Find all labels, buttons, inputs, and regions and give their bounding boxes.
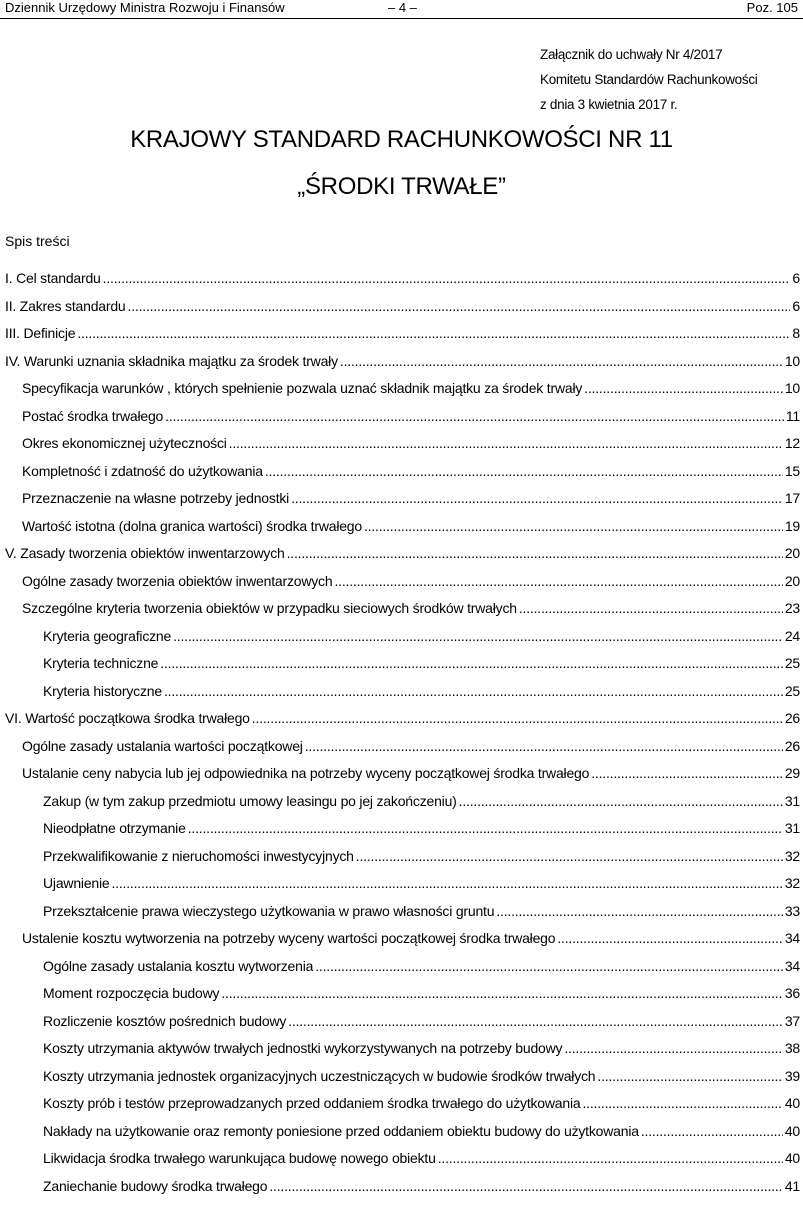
toc-entry-label: Likwidacja środka trwałego warunkująca budowę nowego obiektu bbox=[43, 1150, 436, 1166]
toc-entry[interactable] bbox=[5, 1038, 800, 1066]
toc-leader-dots bbox=[305, 736, 783, 756]
document-subtitle: „ŚRODKI TRWAŁE” bbox=[297, 173, 506, 200]
toc-entry-page: 20 bbox=[784, 545, 800, 561]
toc-leader-dots bbox=[173, 626, 783, 646]
toc-entry[interactable] bbox=[5, 681, 800, 709]
toc-entry[interactable] bbox=[5, 1011, 800, 1039]
document-title: KRAJOWY STANDARD RACHUNKOWOŚCI NR 11 bbox=[130, 126, 673, 153]
table-of-contents bbox=[5, 268, 800, 1203]
toc-entry[interactable] bbox=[5, 1148, 800, 1176]
page-header bbox=[0, 0, 803, 19]
toc-entry[interactable] bbox=[5, 351, 800, 379]
toc-entry-page: 41 bbox=[784, 1177, 800, 1194]
toc-entry-page: 20 bbox=[784, 572, 800, 589]
toc-entry-label: Przeznaczenie na własne potrzeby jednostki bbox=[22, 490, 290, 506]
toc-entry-label: Postać środka trwałego bbox=[22, 407, 164, 424]
toc-leader-dots bbox=[77, 323, 790, 343]
toc-leader-dots bbox=[111, 873, 782, 893]
toc-entry[interactable] bbox=[5, 956, 800, 984]
toc-entry-label: Kompletność i zdatność do użytkowania bbox=[22, 462, 263, 479]
toc-heading: Spis treści bbox=[5, 233, 70, 249]
toc-entry-label: I. Cel standardu bbox=[5, 270, 101, 286]
toc-entry-label: IV. Warunki uznania składnika majątku za środek trwały bbox=[5, 352, 338, 369]
toc-entry-label: Kryteria techniczne bbox=[43, 655, 159, 671]
toc-leader-dots bbox=[221, 983, 783, 1003]
toc-entry-label: V. Zasady tworzenia obiektów inwentarzowych bbox=[5, 545, 285, 561]
toc-entry-label: Ustalenie kosztu wytworzenia na potrzeby wyceny wartości początkowej środka trwałego bbox=[22, 930, 556, 946]
toc-entry-label: Koszty utrzymania jednostek organizacyjnych uczestniczących w budowie środków trwałych bbox=[43, 1067, 596, 1084]
toc-entry-page: 39 bbox=[784, 1067, 800, 1084]
toc-entry[interactable] bbox=[5, 571, 800, 599]
toc-entry[interactable] bbox=[5, 1093, 800, 1121]
toc-leader-dots bbox=[582, 1093, 782, 1113]
toc-entry-label: Kryteria historyczne bbox=[43, 682, 162, 699]
toc-entry-page: 36 bbox=[784, 985, 800, 1001]
toc-leader-dots bbox=[334, 571, 782, 591]
toc-leader-dots bbox=[519, 598, 783, 618]
toc-entry[interactable] bbox=[5, 543, 800, 571]
annex-note bbox=[540, 42, 757, 117]
toc-entry[interactable] bbox=[5, 378, 800, 406]
toc-entry[interactable] bbox=[5, 1121, 800, 1149]
toc-leader-dots bbox=[287, 543, 783, 563]
toc-leader-dots bbox=[188, 818, 783, 838]
toc-leader-dots bbox=[438, 1148, 783, 1168]
toc-entry-label: Zaniechanie budowy środka trwałego bbox=[43, 1177, 268, 1194]
toc-entry[interactable] bbox=[5, 1066, 800, 1094]
toc-leader-dots bbox=[584, 378, 783, 398]
toc-entry-label: Nieodpłatne otrzymanie bbox=[43, 820, 186, 836]
toc-entry-label: Moment rozpoczęcia budowy bbox=[43, 985, 220, 1001]
toc-entry[interactable] bbox=[5, 626, 800, 654]
toc-entry-label: Ogólne zasady ustalania wartości początkowej bbox=[22, 737, 303, 754]
toc-leader-dots bbox=[557, 928, 782, 948]
toc-entry-label: Ogólne zasady tworzenia obiektów inwentarzowych bbox=[22, 572, 333, 589]
toc-entry-page: 40 bbox=[784, 1150, 800, 1166]
toc-entry-page: 8 bbox=[792, 325, 800, 341]
toc-entry-page: 31 bbox=[784, 820, 800, 836]
toc-leader-dots bbox=[315, 956, 783, 976]
toc-entry[interactable] bbox=[5, 763, 800, 791]
toc-entry-page: 26 bbox=[784, 737, 800, 754]
annex-line-1: Załącznik do uchwały Nr 4/2017 bbox=[540, 47, 723, 62]
annex-line-2: Komitetu Standardów Rachunkowości bbox=[540, 72, 758, 87]
toc-entry-page: 25 bbox=[784, 682, 800, 699]
toc-entry[interactable] bbox=[5, 653, 800, 681]
toc-leader-dots bbox=[597, 1066, 782, 1086]
toc-entry-page: 12 bbox=[784, 435, 800, 451]
page-number: – 4 – bbox=[388, 0, 417, 15]
toc-entry-page: 11 bbox=[785, 407, 800, 424]
toc-entry-label: Specyfikacja warunków , których spełnienie pozwala uznać składnik majątku za środek trwały bbox=[22, 380, 583, 396]
toc-leader-dots bbox=[496, 901, 782, 921]
toc-entry-label: Koszty prób i testów przeprowadzanych przed oddaniem środka trwałego do użytkowania bbox=[43, 1095, 581, 1111]
toc-entry-label: II. Zakres standardu bbox=[5, 297, 126, 314]
toc-entry[interactable] bbox=[5, 296, 800, 324]
toc-entry[interactable] bbox=[5, 268, 800, 296]
toc-entry-label: Przekształcenie prawa wieczystego użytkowania w prawo własności gruntu bbox=[43, 902, 495, 919]
toc-entry-label: Szczególne kryteria tworzenia obiektów w przypadku sieciowych środków trwałych bbox=[22, 600, 517, 616]
toc-entry-page: 24 bbox=[784, 627, 800, 644]
toc-entry-label: Nakłady na użytkowanie oraz remonty poniesione przed oddaniem obiektu budowy do użytkowania bbox=[43, 1122, 639, 1139]
toc-entry-page: 15 bbox=[784, 462, 800, 479]
toc-entry[interactable] bbox=[5, 488, 800, 516]
toc-entry[interactable] bbox=[5, 846, 800, 874]
toc-entry-label: III. Definicje bbox=[5, 325, 76, 341]
toc-leader-dots bbox=[265, 461, 783, 481]
toc-entry-page: 34 bbox=[784, 930, 800, 946]
toc-leader-dots bbox=[641, 1121, 783, 1141]
toc-entry-label: Kryteria geograficzne bbox=[43, 627, 172, 644]
toc-entry[interactable] bbox=[5, 818, 800, 846]
toc-leader-dots bbox=[340, 351, 783, 371]
toc-entry-label: Ujawnienie bbox=[43, 875, 110, 891]
toc-entry[interactable] bbox=[5, 516, 800, 544]
toc-entry[interactable] bbox=[5, 791, 800, 819]
toc-entry-page: 6 bbox=[792, 270, 800, 286]
toc-leader-dots bbox=[591, 763, 783, 783]
toc-leader-dots bbox=[269, 1176, 782, 1196]
position-number: Poz. 105 bbox=[746, 0, 798, 15]
toc-leader-dots bbox=[364, 516, 783, 536]
toc-entry[interactable] bbox=[5, 736, 800, 764]
toc-entry-page: 17 bbox=[784, 490, 800, 506]
toc-entry-page: 40 bbox=[784, 1122, 800, 1139]
toc-entry-label: Ogólne zasady ustalania kosztu wytworzenia bbox=[43, 957, 314, 974]
toc-entry-page: 26 bbox=[784, 710, 800, 726]
toc-leader-dots bbox=[128, 296, 791, 316]
toc-entry-page: 10 bbox=[784, 352, 800, 369]
toc-entry[interactable] bbox=[5, 873, 800, 901]
toc-leader-dots bbox=[459, 791, 783, 811]
toc-leader-dots bbox=[164, 681, 783, 701]
toc-leader-dots bbox=[160, 653, 783, 673]
toc-entry[interactable] bbox=[5, 323, 800, 351]
toc-leader-dots bbox=[288, 1011, 783, 1031]
toc-entry[interactable] bbox=[5, 901, 800, 929]
annex-line-3: z dnia 3 kwietnia 2017 r. bbox=[540, 97, 678, 112]
toc-entry-label: Ustalanie ceny nabycia lub jej odpowiednika na potrzeby wyceny początkowej środka trwałego bbox=[22, 765, 590, 781]
toc-entry-page: 40 bbox=[784, 1095, 800, 1111]
toc-leader-dots bbox=[564, 1038, 782, 1058]
toc-leader-dots bbox=[229, 433, 783, 453]
toc-entry-page: 19 bbox=[784, 517, 800, 534]
toc-entry-page: 38 bbox=[784, 1040, 800, 1056]
toc-entry-label: Przekwalifikowanie z nieruchomości inwestycyjnych bbox=[43, 847, 354, 864]
toc-entry[interactable] bbox=[5, 928, 800, 956]
toc-leader-dots bbox=[252, 708, 783, 728]
journal-name: Dziennik Urzędowy Ministra Rozwoju i Finansów bbox=[5, 0, 285, 15]
toc-entry-page: 25 bbox=[784, 655, 800, 671]
toc-entry-page: 31 bbox=[784, 792, 800, 809]
toc-entry-label: Zakup (w tym zakup przedmiotu umowy leasingu po jej zakończeniu) bbox=[43, 792, 457, 809]
toc-entry-page: 33 bbox=[784, 902, 800, 919]
toc-entry-label: Rozliczenie kosztów pośrednich budowy bbox=[43, 1012, 287, 1029]
toc-entry-page: 37 bbox=[784, 1012, 800, 1029]
toc-entry-page: 32 bbox=[784, 847, 800, 864]
toc-entry[interactable] bbox=[5, 598, 800, 626]
toc-entry-label: VI. Wartość początkowa środka trwałego bbox=[5, 710, 250, 726]
toc-entry[interactable] bbox=[5, 708, 800, 736]
toc-entry[interactable] bbox=[5, 433, 800, 461]
toc-entry-page: 6 bbox=[792, 297, 800, 314]
toc-leader-dots bbox=[356, 846, 783, 866]
toc-entry-label: Wartość istotna (dolna granica wartości) środka trwałego bbox=[22, 517, 362, 534]
toc-entry[interactable] bbox=[5, 461, 800, 489]
toc-entry[interactable] bbox=[5, 1176, 800, 1204]
toc-entry[interactable] bbox=[5, 983, 800, 1011]
toc-entry[interactable] bbox=[5, 406, 800, 434]
toc-leader-dots bbox=[291, 488, 783, 508]
toc-entry-page: 23 bbox=[784, 600, 800, 616]
toc-entry-page: 29 bbox=[784, 765, 800, 781]
toc-entry-page: 10 bbox=[784, 380, 800, 396]
toc-entry-page: 34 bbox=[784, 957, 800, 974]
toc-entry-label: Koszty utrzymania aktywów trwałych jednostki wykorzystywanych na potrzeby budowy bbox=[43, 1040, 563, 1056]
toc-leader-dots bbox=[103, 268, 791, 288]
toc-entry-page: 32 bbox=[784, 875, 800, 891]
toc-entry-label: Okres ekonomicznej użyteczności bbox=[22, 435, 227, 451]
toc-leader-dots bbox=[165, 406, 784, 426]
